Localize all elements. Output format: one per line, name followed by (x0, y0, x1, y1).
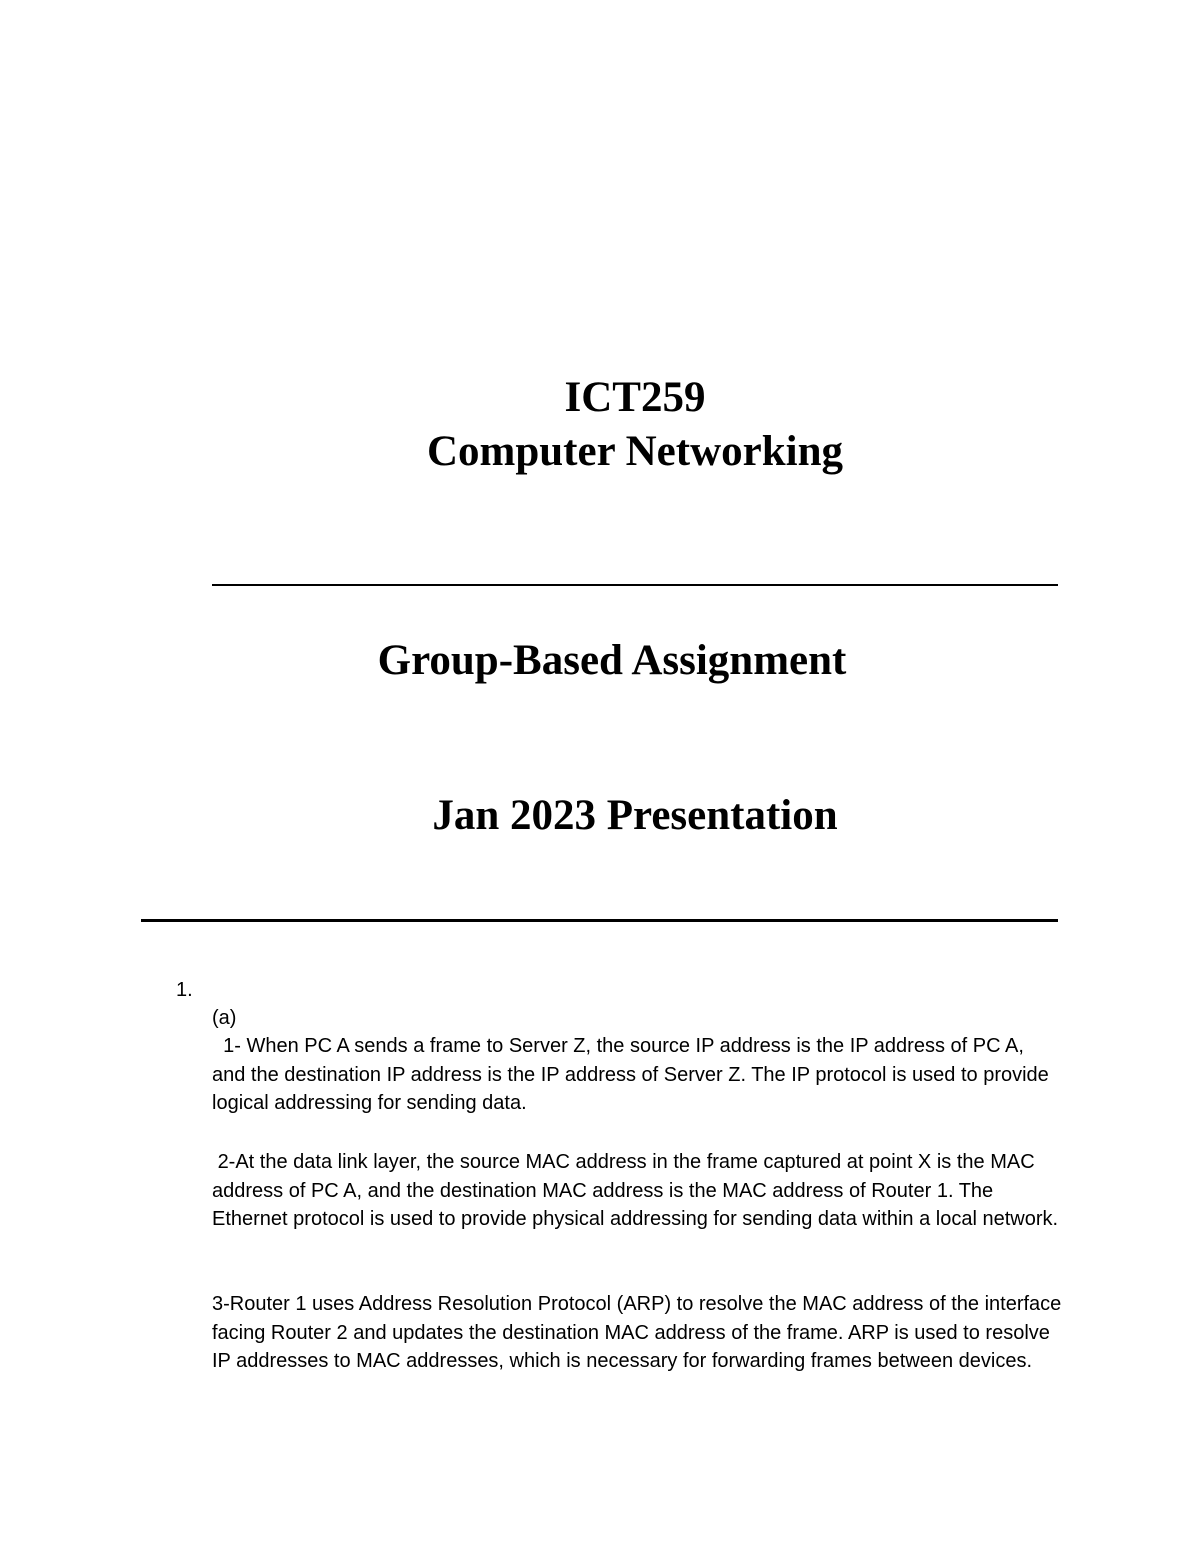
course-name: Computer Networking (426, 428, 844, 475)
divider-bottom (141, 919, 1058, 922)
answer-paragraph-1: 1- When PC A sends a frame to Server Z, the source IP address is the IP address of PC A, and the destination IP address is the IP address of Server Z. The IP protocol is used to provide logical addressing for sending data. (212, 1035, 1055, 1114)
assignment-type: Group-Based Assignment (377, 637, 847, 684)
question-number: 1. (176, 979, 193, 1001)
divider-top (212, 584, 1058, 586)
presentation-label: Jan 2023 Presentation (432, 792, 838, 839)
answer-paragraph-2: 2-At the data link layer, the source MAC address in the frame captured at point X is the MAC address of PC A, and the destination MAC address is the MAC address of Router 1. The Ethernet protocol is used to provide physical addressing for sending data within a local network. (212, 1151, 1059, 1230)
question-part-label: (a) (212, 1007, 237, 1029)
course-code: ICT259 (564, 374, 706, 421)
answer-paragraph-3: 3-Router 1 uses Address Resolution Protocol (ARP) to resolve the MAC address of the interface facing Router 2 and updates the destination MAC address of the frame. ARP is used to resolve IP addresses to MAC addresses, which is necessary for forwarding frames between devices. (212, 1293, 1062, 1372)
